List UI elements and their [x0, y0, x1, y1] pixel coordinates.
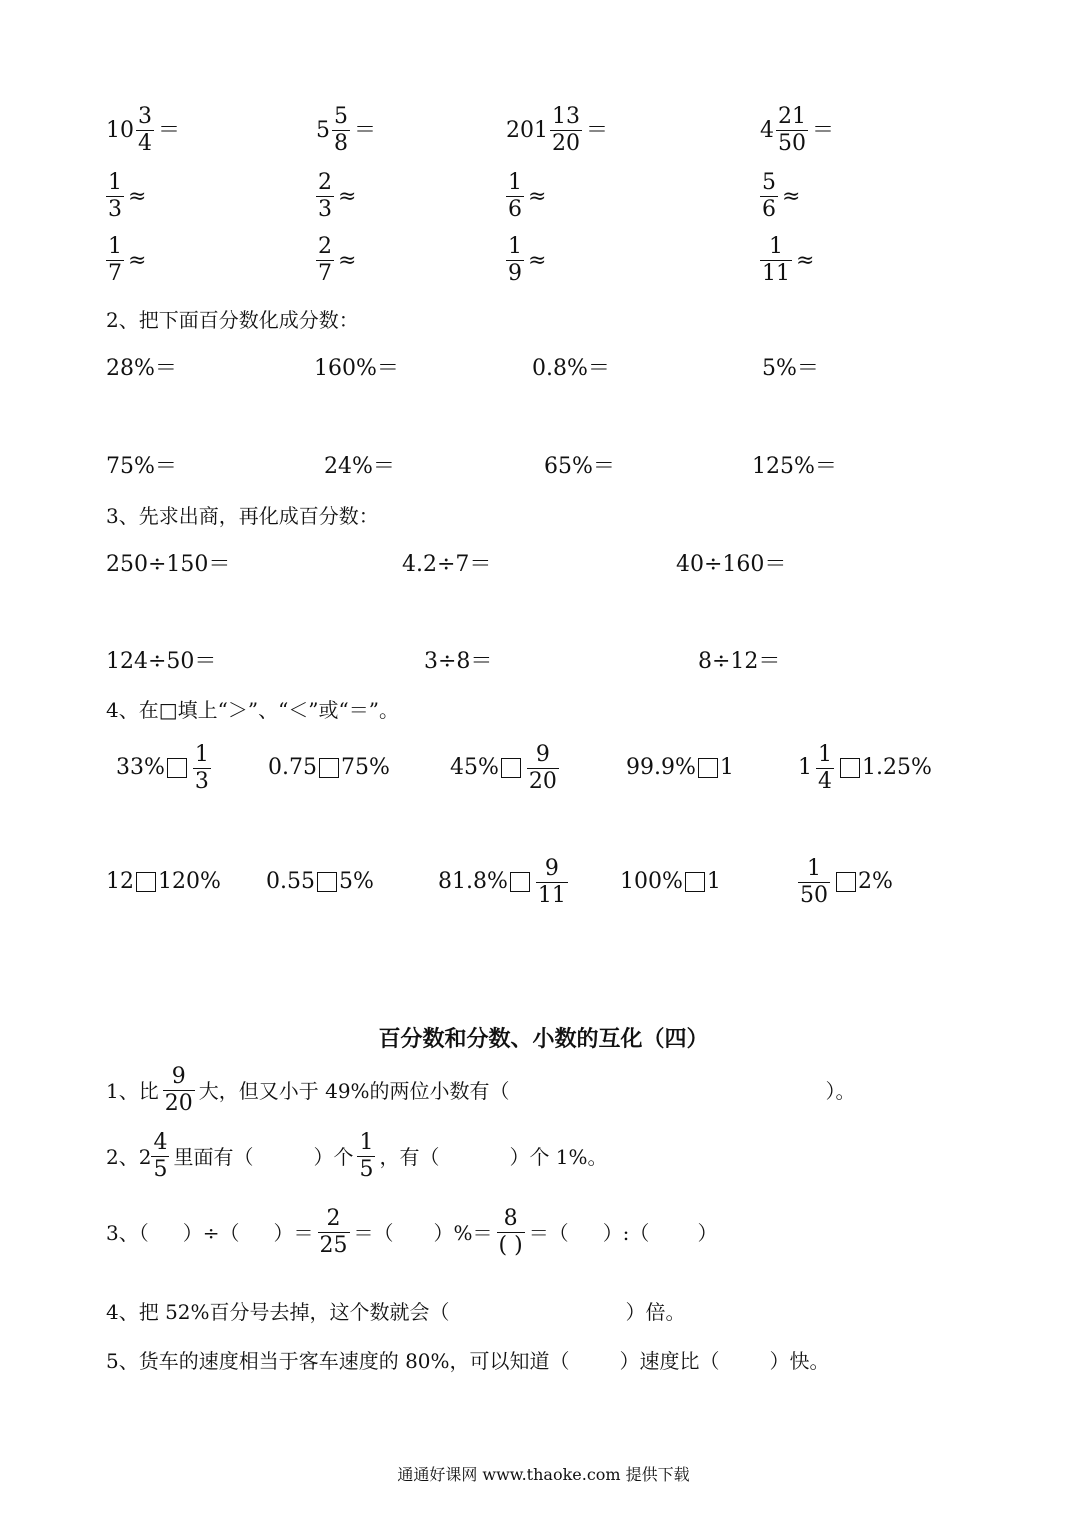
fraction [816, 742, 834, 795]
denominator: 20 [552, 131, 580, 156]
right-value: 1 [706, 869, 721, 894]
fraction [332, 104, 350, 157]
operator: ＝ [586, 117, 609, 143]
whole-number: 1 [798, 755, 812, 780]
left-value: 0.75 [268, 755, 317, 780]
compare-box[interactable] [840, 758, 860, 778]
denominator: 4 [818, 768, 832, 794]
fraction-expression [316, 170, 356, 223]
compare-box[interactable] [136, 872, 156, 892]
problem-text: ）个 1%。 [509, 1144, 608, 1169]
compare-box[interactable] [698, 758, 718, 778]
fraction-expression [506, 234, 546, 287]
denominator: 3 [318, 197, 332, 222]
comparison-item [794, 854, 893, 910]
problem-2 [106, 1130, 608, 1183]
problem-text: ）个 [313, 1144, 354, 1169]
compare-box[interactable] [319, 758, 339, 778]
denominator: ( ) [498, 1233, 523, 1258]
fraction [163, 1064, 195, 1117]
problem-text: 里面有（ [173, 1144, 254, 1169]
numerator: 5 [762, 170, 776, 195]
denominator: 50 [800, 882, 828, 908]
numerator: 8 [503, 1206, 518, 1231]
left-value: 0.55 [266, 869, 315, 894]
problem-text: ，有（ [379, 1144, 440, 1169]
left-value: 33% [116, 755, 165, 780]
q3-item: 40÷160＝ [676, 552, 787, 577]
operator: ≈ [528, 183, 547, 209]
operator: ≈ [796, 247, 815, 273]
numerator: 5 [334, 104, 348, 129]
fraction [193, 742, 211, 795]
question-2-heading: 2、把下面百分数化成分数： [106, 308, 359, 332]
fraction [316, 234, 334, 287]
problem-text: ） [697, 1220, 718, 1245]
comparison-item [450, 740, 563, 796]
q3-item: 250÷150＝ [106, 552, 231, 577]
denominator: 9 [508, 261, 522, 286]
denominator: 5 [153, 1157, 168, 1182]
q3-item: 4.2÷7＝ [402, 552, 492, 577]
numerator: 1 [359, 1130, 374, 1155]
numerator: 1 [108, 234, 122, 259]
operator: ≈ [128, 247, 147, 273]
comparison-item [620, 854, 721, 910]
comparison-item [798, 740, 932, 796]
numerator: 3 [138, 104, 152, 129]
problem-text: ）。 [825, 1078, 856, 1103]
operator: ＝ [812, 117, 835, 143]
right-value: 2% [858, 869, 893, 894]
problem-text: ＝（ [528, 1220, 569, 1245]
operator: ≈ [128, 183, 147, 209]
numerator: 1 [508, 234, 522, 259]
denominator: 11 [537, 882, 566, 908]
operator: ≈ [528, 247, 547, 273]
compare-box[interactable] [167, 758, 187, 778]
fraction-expression [106, 104, 180, 157]
problem-text: 3、（ [106, 1220, 149, 1245]
fraction [798, 856, 830, 909]
whole-number: 5 [316, 117, 330, 143]
problem-text: ）%＝ [433, 1220, 493, 1245]
compare-box[interactable] [317, 872, 337, 892]
fraction-expression [506, 170, 546, 223]
fraction [151, 1130, 169, 1183]
right-value: 75% [340, 755, 390, 780]
q2-item: 28%＝ [106, 356, 177, 381]
left-value: 45% [450, 755, 499, 780]
fraction [357, 1130, 375, 1183]
comparison-item [106, 854, 221, 910]
right-value: 5% [338, 869, 374, 894]
q3-item: 3÷8＝ [424, 649, 493, 674]
q3-item: 124÷50＝ [106, 649, 217, 674]
q2-item: 24%＝ [324, 454, 395, 479]
problem-text: ＝（ [353, 1220, 394, 1245]
right-value: 1 [719, 755, 734, 780]
problem-text: 大，但又小于 49%的两位小数有（ [198, 1078, 510, 1103]
problem-5 [106, 1349, 830, 1373]
fraction [316, 170, 334, 223]
comparison-item [438, 854, 572, 910]
numerator: 13 [552, 104, 580, 129]
fraction [506, 170, 524, 223]
problem-text: ）:（ [602, 1220, 650, 1245]
denominator: 7 [108, 261, 122, 286]
comparison-item [626, 740, 734, 796]
fraction [776, 104, 808, 157]
numerator: 21 [778, 104, 806, 129]
whole-number: 201 [506, 117, 548, 143]
compare-box[interactable] [501, 758, 521, 778]
numerator: 9 [171, 1064, 186, 1089]
numerator: 9 [544, 855, 559, 881]
q2-item: 5%＝ [762, 356, 819, 381]
comparison-item [116, 740, 215, 796]
fraction [536, 856, 568, 909]
problem-text: ）÷（ [182, 1220, 240, 1245]
fraction [497, 1206, 525, 1259]
denominator: 7 [318, 261, 332, 286]
problem-text: 4、把 52%百分号去掉，这个数就会（ [106, 1300, 450, 1324]
problem-text: ）快。 [769, 1349, 830, 1373]
fraction [318, 1206, 350, 1259]
section-title: 百分数和分数、小数的互化（四） [378, 1026, 709, 1052]
fraction-expression [760, 170, 800, 223]
right-value: 120% [158, 869, 221, 894]
whole-number: 10 [106, 117, 134, 143]
fraction-expression [760, 104, 834, 157]
denominator: 20 [528, 768, 557, 794]
problem-4 [106, 1300, 686, 1324]
problem-text: 5、货车的速度相当于客车速度的 80%，可以知道（ [106, 1349, 570, 1373]
fraction-expression [760, 234, 814, 287]
problem-text: ）＝ [273, 1220, 314, 1245]
numerator: 2 [318, 170, 332, 195]
fraction-expression [316, 104, 376, 157]
numerator: 1 [818, 741, 832, 767]
problem-text: ）速度比（ [619, 1349, 720, 1373]
numerator: 1 [108, 170, 122, 195]
denominator: 3 [108, 197, 122, 222]
q2-item: 65%＝ [544, 454, 615, 479]
left-value: 99.9% [626, 755, 696, 780]
problem-text: 1、比 [106, 1078, 159, 1103]
left-value: 81.8% [438, 869, 508, 894]
right-value: 1.25% [862, 755, 932, 780]
fraction-expression [106, 170, 146, 223]
compare-box[interactable] [685, 872, 705, 892]
problem-3 [106, 1206, 717, 1259]
denominator: 6 [762, 197, 776, 222]
numerator: 1 [769, 234, 783, 259]
operator: ＝ [158, 117, 181, 143]
operator: ≈ [338, 247, 357, 273]
operator: ≈ [782, 183, 801, 209]
q2-item: 0.8%＝ [532, 356, 610, 381]
fraction [106, 234, 124, 287]
denominator: 11 [762, 261, 790, 286]
numerator: 1 [807, 855, 821, 881]
fraction-expression [106, 234, 146, 287]
numerator: 1 [194, 741, 209, 767]
left-value: 12 [106, 869, 134, 894]
numerator: 9 [535, 741, 550, 767]
comparison-item [268, 740, 390, 796]
fraction-expression [316, 234, 356, 287]
q2-item: 125%＝ [752, 454, 837, 479]
whole-number: 4 [760, 117, 774, 143]
problem-text: ）倍。 [625, 1300, 686, 1324]
q3-item: 8÷12＝ [698, 649, 781, 674]
q2-item: 160%＝ [314, 356, 399, 381]
comparison-item [266, 854, 374, 910]
footer-source: 通通好课网 www.thaoke.com 提供下载 [397, 1465, 690, 1484]
fraction [106, 170, 124, 223]
numerator: 2 [326, 1206, 341, 1231]
compare-box[interactable] [836, 872, 856, 892]
denominator: 50 [778, 131, 806, 156]
fraction [527, 742, 559, 795]
question-4-heading: 4、在□填上“＞”、“＜”或“＝”。 [106, 698, 399, 722]
denominator: 6 [508, 197, 522, 222]
numerator: 1 [508, 170, 522, 195]
fraction [760, 234, 792, 287]
left-value: 100% [620, 869, 683, 894]
denominator: 5 [359, 1157, 374, 1182]
operator: ≈ [338, 183, 357, 209]
q2-item: 75%＝ [106, 454, 177, 479]
fraction [136, 104, 154, 157]
operator: ＝ [354, 117, 377, 143]
problem-text: 2、2 [106, 1144, 152, 1169]
compare-box[interactable] [510, 872, 530, 892]
fraction-expression [506, 104, 608, 157]
fraction [506, 234, 524, 287]
denominator: 4 [138, 131, 152, 156]
numerator: 4 [153, 1130, 168, 1155]
fraction [760, 170, 778, 223]
problem-1 [106, 1064, 856, 1117]
denominator: 3 [194, 768, 209, 794]
numerator: 2 [318, 234, 332, 259]
denominator: 8 [334, 131, 348, 156]
question-3-heading: 3、先求出商，再化成百分数： [106, 504, 379, 528]
fraction [550, 104, 582, 157]
denominator: 20 [164, 1091, 193, 1116]
denominator: 25 [319, 1233, 348, 1258]
